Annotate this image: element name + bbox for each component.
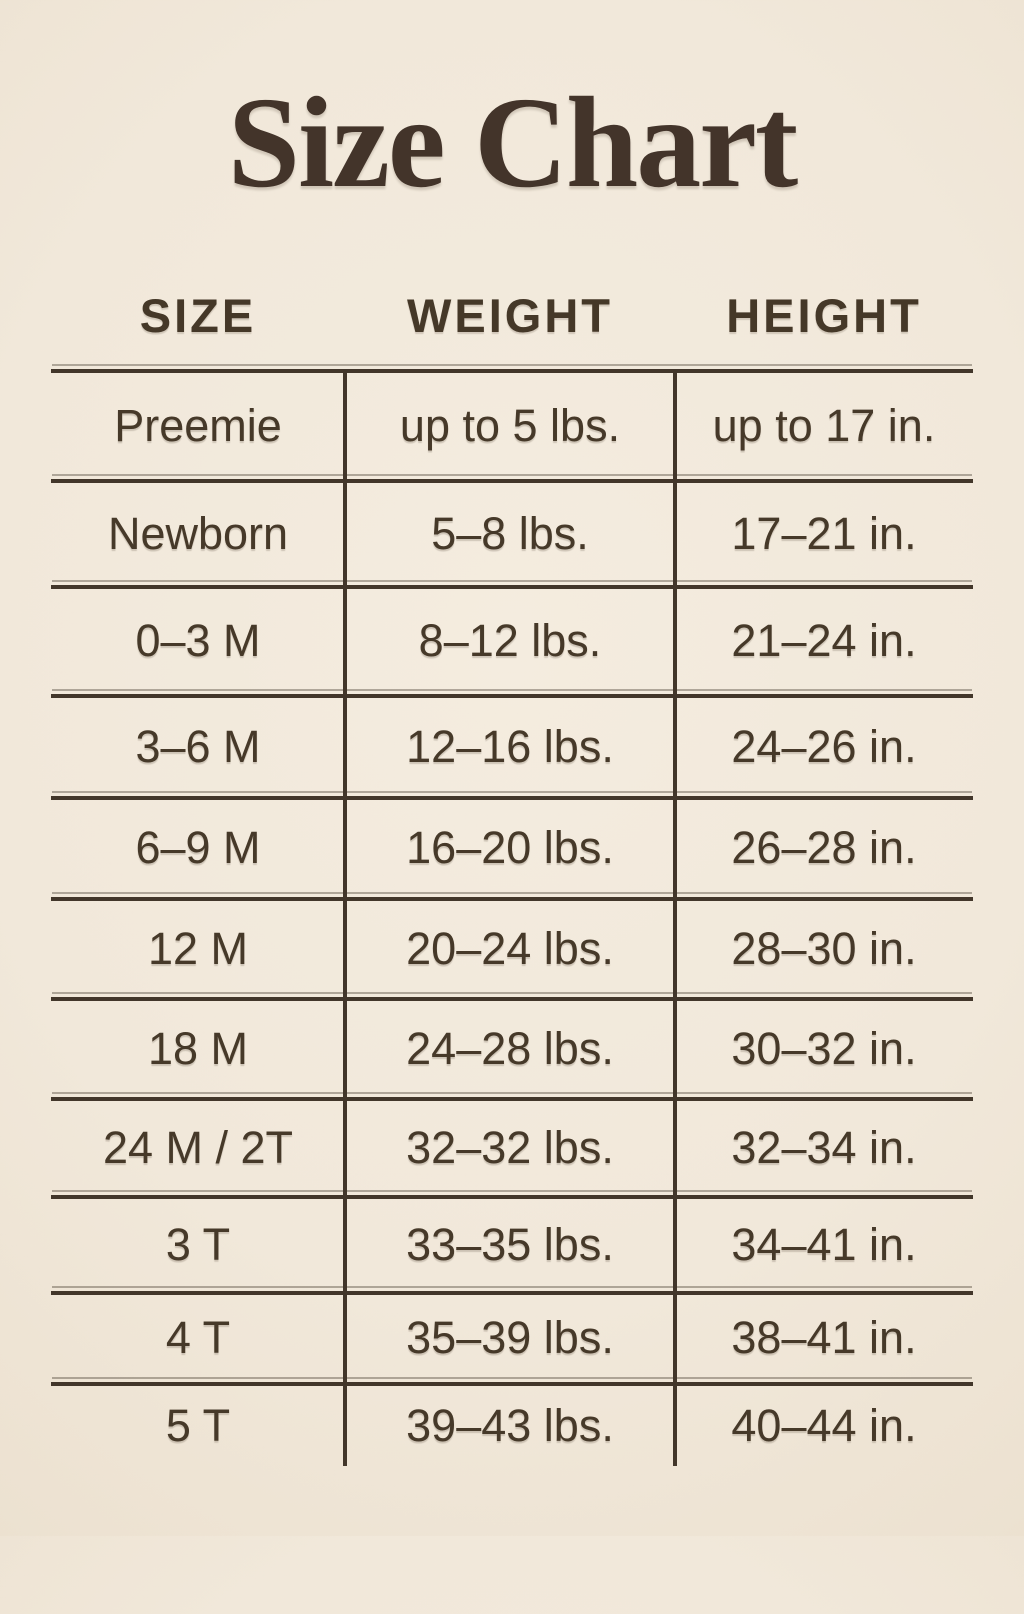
table-body (51, 369, 973, 1466)
cell-height: 26–28 in. (731, 822, 917, 873)
cell-height: 34–41 in. (731, 1218, 917, 1270)
table-row (51, 479, 973, 585)
column-header-height: HEIGHT (726, 289, 922, 342)
table-header-row (51, 289, 973, 342)
size-table (51, 369, 973, 1466)
table-row (51, 796, 973, 897)
table-row (51, 1382, 973, 1466)
cell-weight: 39–43 lbs. (406, 1399, 614, 1451)
cell-weight: 32–32 lbs. (406, 1121, 614, 1173)
cell-size: 12 M (147, 922, 249, 974)
cell-height: 38–41 in. (731, 1312, 917, 1363)
cell-size: 18 M (147, 1022, 249, 1074)
column-divider-1 (343, 369, 347, 1466)
cell-weight: 35–39 lbs. (406, 1312, 614, 1363)
cell-height: 21–24 in. (731, 615, 917, 666)
table-row (51, 1195, 973, 1291)
cell-weight: up to 5 lbs. (399, 399, 621, 451)
cell-weight: 5–8 lbs. (431, 507, 589, 559)
table-row (51, 897, 973, 997)
cell-size: 0–3 M (135, 615, 261, 666)
cell-height: 24–26 in. (731, 720, 917, 772)
cell-weight: 20–24 lbs. (406, 922, 614, 974)
table-row (51, 694, 973, 796)
column-header-weight: WEIGHT (407, 289, 613, 342)
table-row (51, 585, 973, 694)
table-row (51, 997, 973, 1097)
cell-size: 3–6 M (135, 720, 261, 772)
cell-height: 30–32 in. (731, 1022, 917, 1074)
cell-size: 3 T (165, 1218, 231, 1270)
table-row (51, 1097, 973, 1195)
table-row (51, 1291, 973, 1382)
cell-weight: 8–12 lbs. (418, 615, 602, 666)
table-row (51, 369, 973, 479)
cell-size: 6–9 M (135, 822, 261, 873)
cell-height: 40–44 in. (731, 1399, 917, 1451)
column-header-size: SIZE (139, 289, 257, 342)
cell-weight: 24–28 lbs. (406, 1022, 614, 1074)
size-chart-page (0, 71, 1024, 1614)
column-divider-2 (673, 369, 677, 1466)
cell-weight: 33–35 lbs. (406, 1218, 614, 1270)
cell-size: 5 T (165, 1399, 231, 1451)
page-title: Size Chart (227, 71, 797, 215)
cell-weight: 16–20 lbs. (406, 822, 614, 873)
cell-height: up to 17 in. (712, 399, 936, 451)
cell-height: 28–30 in. (731, 922, 917, 974)
cell-size: 4 T (165, 1312, 231, 1363)
cell-height: 32–34 in. (731, 1121, 917, 1173)
cell-size: Preemie (114, 399, 282, 451)
cell-size: Newborn (107, 507, 289, 559)
cell-size: 24 M / 2T (102, 1121, 294, 1173)
cell-weight: 12–16 lbs. (406, 720, 614, 772)
cell-height: 17–21 in. (731, 507, 917, 559)
